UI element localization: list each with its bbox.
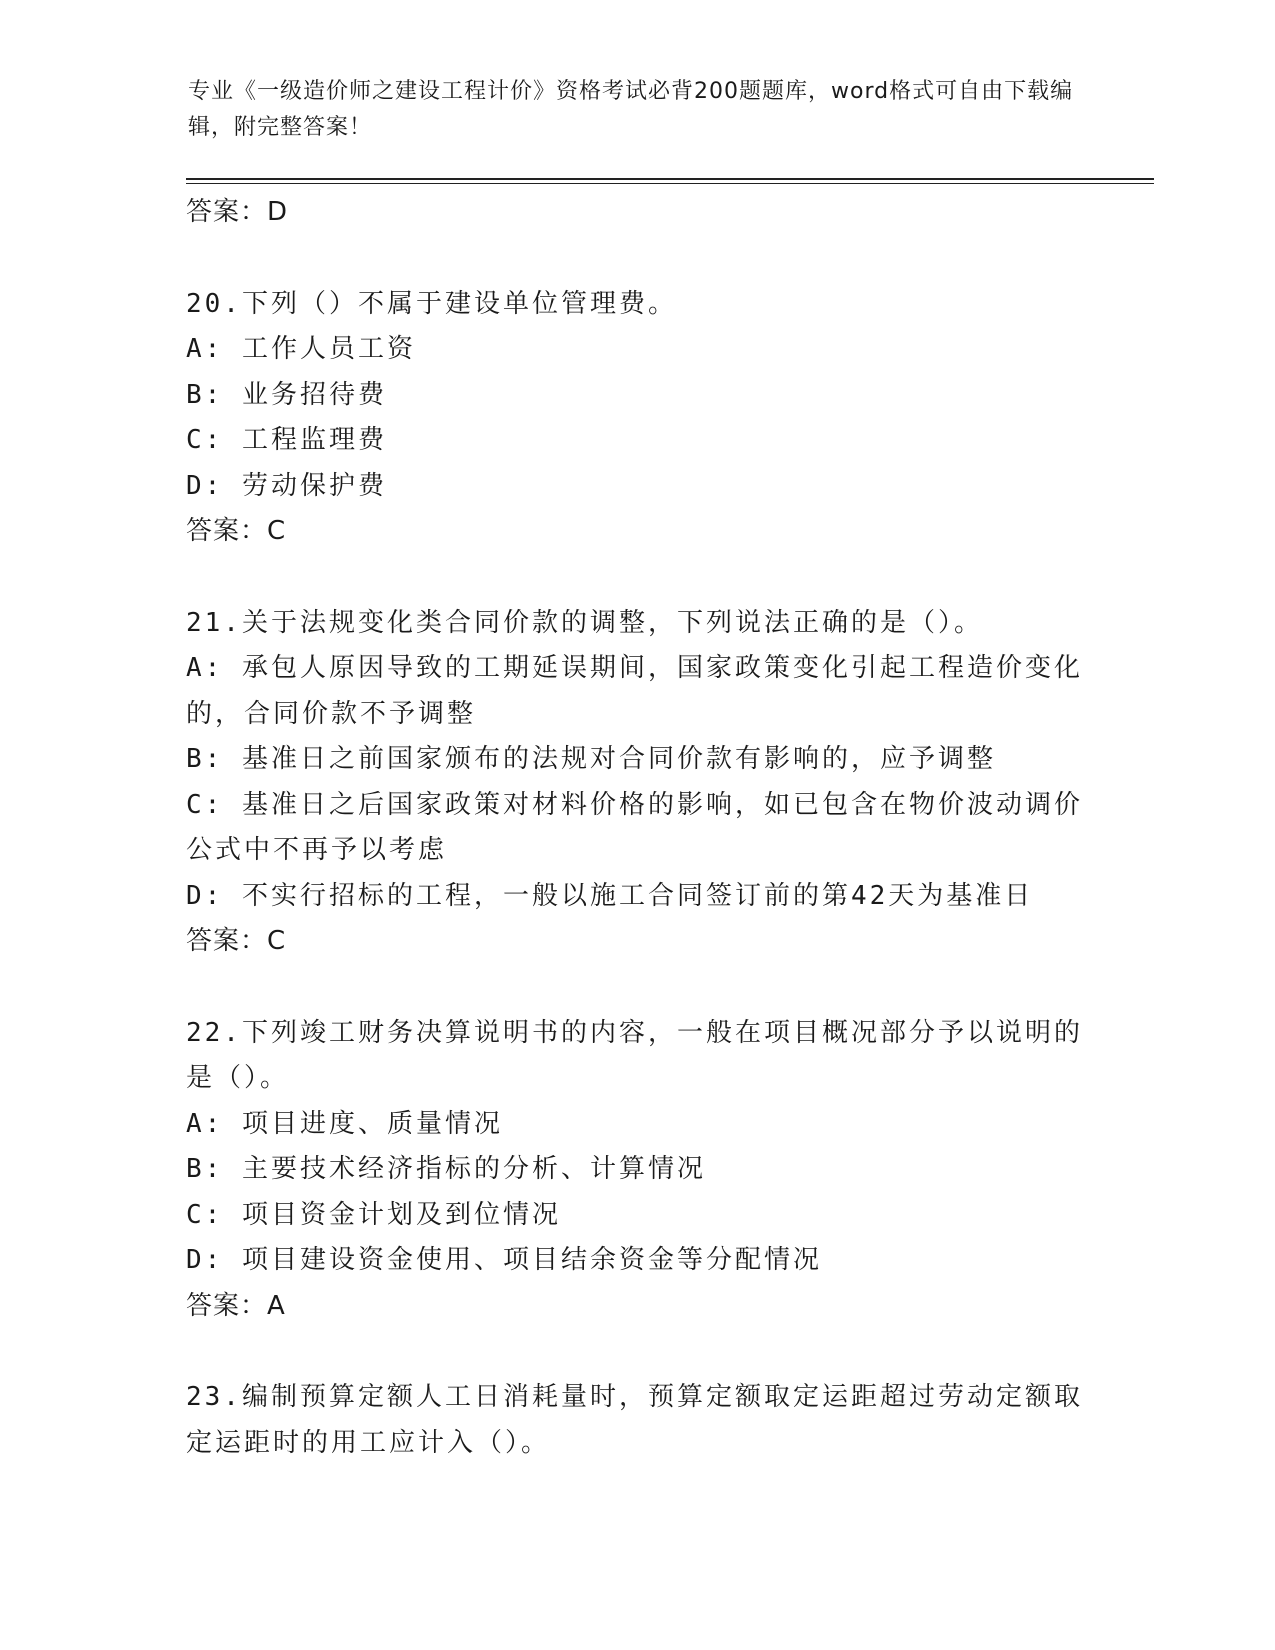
page-header: 专业《一级造价师之建设工程计价》资格考试必背200题题库，word格式可自由下载编辑，附完整答案！	[188, 79, 1074, 140]
question-22	[186, 1011, 1086, 1330]
option-b: B: 主要技术经济指标的分析、计算情况	[186, 1154, 706, 1184]
question-stem: 20.下列（）不属于建设单位管理费。	[186, 288, 677, 319]
previous-answer: 答案：D	[186, 197, 289, 227]
option-a: A: 工作人员工资	[186, 334, 416, 364]
option-a: A: 项目进度、质量情况	[186, 1108, 503, 1139]
option-d: D: 劳动保护费	[186, 470, 387, 501]
option-b: B: 基准日之前国家颁布的法规对合同价款有影响的，应予调整	[186, 744, 996, 774]
answer: 答案：A	[186, 1290, 286, 1321]
header-divider-thick	[186, 178, 1154, 180]
question-list	[186, 190, 1086, 1466]
answer: 答案：C	[186, 926, 287, 956]
option-d: D: 项目建设资金使用、项目结余资金等分配情况	[186, 1245, 822, 1275]
option-c: C: 项目资金计划及到位情况	[186, 1199, 561, 1230]
question-20	[186, 282, 1086, 555]
option-c: C: 基准日之后国家政策对材料价格的影响，如已包含在物价波动调价公式中不再予以考虑	[186, 789, 1083, 865]
question-stem: 21.关于法规变化类合同价款的调整，下列说法正确的是（）。	[186, 607, 983, 638]
answer: 答案：C	[186, 516, 287, 546]
option-b: B: 业务招待费	[186, 379, 387, 410]
question-23	[186, 1375, 1086, 1466]
option-a: A: 承包人原因导致的工期延误期间，国家政策变化引起工程造价变化的，合同价款不予调整	[186, 653, 1083, 729]
question-21	[186, 601, 1086, 965]
option-d: D: 不实行招标的工程，一般以施工合同签订前的第42天为基准日	[186, 880, 1034, 911]
question-stem: 23.编制预算定额人工日消耗量时，预算定额取定运距超过劳动定额取定运距时的用工应计入（）。	[186, 1382, 1083, 1458]
header-divider-thin	[186, 183, 1154, 184]
question-stem: 22.下列竣工财务决算说明书的内容，一般在项目概况部分予以说明的是（）。	[186, 1017, 1083, 1093]
option-c: C: 工程监理费	[186, 425, 387, 455]
